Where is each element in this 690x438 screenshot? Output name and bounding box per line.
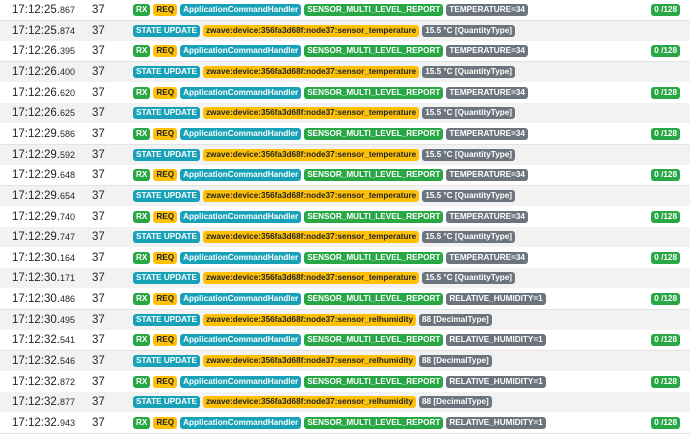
node-id: 37 [92,417,105,429]
timestamp [12,272,75,284]
type-badge: REQ [153,334,177,346]
timestamp-milliseconds: 400 [59,66,75,77]
node-id: 37 [92,375,105,388]
timestamp [12,396,75,408]
direction-badge: RX [133,45,150,57]
direction-badge: RX [133,417,150,429]
report-badge: SENSOR_MULTI_LEVEL_REPORT [304,169,443,181]
table-row[interactable] [0,41,690,62]
timestamp-seconds: 17:12:29. [12,169,60,182]
handler-badge: ApplicationCommandHandler [180,87,301,99]
timestamp-milliseconds: 620 [59,87,75,98]
timestamp-milliseconds: 867 [59,5,75,15]
device-channel-badge: zwave:device:356fa3d68f:node37:sensor_temperature [203,190,419,202]
timestamp [12,128,75,140]
count-badge: 0 /128 [651,334,680,346]
type-badge: REQ [153,417,177,429]
timestamp-milliseconds: 654 [59,190,75,201]
node-id: 37 [92,86,105,99]
node-id: 37 [92,210,105,223]
value-badge: 15.5 °C [QuantityType] [422,231,515,243]
node-id: 37 [92,272,105,285]
table-row[interactable] [0,186,690,206]
count-badge: 0 /128 [651,417,680,429]
handler-badge: ApplicationCommandHandler [180,128,301,140]
type-badge: REQ [153,45,177,57]
timestamp-milliseconds: 877 [59,397,75,408]
type-badge: REQ [153,87,177,99]
message-badges [133,190,515,202]
message-badges [133,396,492,408]
timestamp-seconds: 17:12:26. [12,107,60,120]
timestamp [12,252,75,264]
report-badge: SENSOR_MULTI_LEVEL_REPORT [304,252,443,264]
message-badges [133,334,546,346]
timestamp [12,4,75,16]
timestamp-seconds: 17:12:25. [12,4,60,16]
count-badge: 0 /128 [651,169,680,181]
timestamp-milliseconds: 164 [59,252,75,263]
timestamp [12,149,75,161]
direction-badge: RX [133,334,150,346]
timestamp-seconds: 17:12:26. [12,45,60,58]
value-badge: 15.5 °C [QuantityType] [422,149,515,161]
direction-badge: RX [133,169,150,181]
timestamp-seconds: 17:12:26. [12,65,60,78]
timestamp [12,25,75,37]
timestamp-milliseconds: 546 [59,356,75,367]
message-badges [133,128,528,140]
type-badge: REQ [153,376,177,388]
timestamp [12,355,75,367]
value-badge: RELATIVE_HUMIDITY=1 [446,376,545,388]
table-row[interactable] [0,62,690,82]
timestamp-milliseconds: 495 [59,314,75,325]
node-id: 37 [92,313,105,326]
timestamp-milliseconds: 943 [59,418,75,428]
timestamp [12,107,75,119]
timestamp [12,87,75,99]
value-badge: TEMPERATURE=34 [446,128,528,140]
timestamp [12,417,75,429]
node-id: 37 [92,396,105,409]
state-update-badge: STATE UPDATE [133,149,200,161]
report-badge: SENSOR_MULTI_LEVEL_REPORT [304,376,443,388]
node-id: 37 [92,169,105,182]
timestamp [12,314,75,326]
timestamp-seconds: 17:12:29. [12,210,60,223]
value-badge: RELATIVE_HUMIDITY=1 [446,417,545,429]
value-badge: TEMPERATURE=34 [446,45,528,57]
timestamp-seconds: 17:12:30. [12,272,60,285]
message-badges [133,149,515,161]
direction-badge: RX [133,87,150,99]
value-badge: TEMPERATURE=34 [446,87,528,99]
timestamp [12,334,75,346]
report-badge: SENSOR_MULTI_LEVEL_REPORT [304,293,443,305]
timestamp-milliseconds: 874 [59,25,75,36]
timestamp-seconds: 17:12:32. [12,417,60,429]
report-badge: SENSOR_MULTI_LEVEL_REPORT [304,128,443,140]
count-badge: 0 /128 [651,211,680,223]
handler-badge: ApplicationCommandHandler [180,4,301,16]
state-update-badge: STATE UPDATE [133,25,200,37]
report-badge: SENSOR_MULTI_LEVEL_REPORT [304,417,443,429]
node-id: 37 [92,355,105,368]
state-update-badge: STATE UPDATE [133,355,200,367]
timestamp [12,169,75,181]
message-badges [133,376,546,388]
timestamp [12,45,75,57]
table-row[interactable] [0,289,690,310]
table-row[interactable] [0,207,690,228]
handler-badge: ApplicationCommandHandler [180,376,301,388]
message-badges [133,169,528,181]
value-badge: 88 [DecimalType] [419,396,492,408]
report-badge: SENSOR_MULTI_LEVEL_REPORT [304,334,443,346]
direction-badge: RX [133,252,150,264]
value-badge: RELATIVE_HUMIDITY=1 [446,293,545,305]
timestamp-milliseconds: 486 [59,294,75,305]
handler-badge: ApplicationCommandHandler [180,293,301,305]
timestamp-seconds: 17:12:25. [12,24,60,37]
device-channel-badge: zwave:device:356fa3d68f:node37:sensor_temperature [203,272,419,284]
table-row[interactable] [0,351,690,371]
device-channel-badge: zwave:device:356fa3d68f:node37:sensor_temperature [203,25,419,37]
value-badge: 88 [DecimalType] [419,314,492,326]
state-update-badge: STATE UPDATE [133,190,200,202]
timestamp-seconds: 17:12:32. [12,375,60,388]
table-row[interactable] [0,372,690,393]
state-update-badge: STATE UPDATE [133,66,200,78]
report-badge: SENSOR_MULTI_LEVEL_REPORT [304,4,443,16]
timestamp [12,66,75,78]
message-badges [133,252,528,264]
count-badge: 0 /128 [651,376,680,388]
message-badges [133,66,515,78]
device-channel-badge: zwave:device:356fa3d68f:node37:sensor_relhumidity [203,314,416,326]
value-badge: 88 [DecimalType] [419,355,492,367]
count-badge: 0 /128 [651,45,680,57]
node-id: 37 [92,45,105,58]
type-badge: REQ [153,128,177,140]
message-badges [133,25,515,37]
value-badge: TEMPERATURE=34 [446,169,528,181]
node-id: 37 [92,4,105,16]
value-badge: 15.5 °C [QuantityType] [422,25,515,37]
table-row[interactable] [0,310,690,330]
timestamp [12,376,75,388]
device-channel-badge: zwave:device:356fa3d68f:node37:sensor_temperature [203,149,419,161]
timestamp-milliseconds: 747 [59,232,75,243]
timestamp-milliseconds: 395 [59,46,75,57]
handler-badge: ApplicationCommandHandler [180,211,301,223]
node-id: 37 [92,127,105,140]
table-row[interactable] [0,0,690,21]
handler-badge: ApplicationCommandHandler [180,334,301,346]
direction-badge: RX [133,293,150,305]
timestamp-milliseconds: 648 [59,170,75,181]
timestamp-seconds: 17:12:30. [12,293,60,306]
value-badge: TEMPERATURE=34 [446,211,528,223]
state-update-badge: STATE UPDATE [133,272,200,284]
direction-badge: RX [133,4,150,16]
table-row[interactable] [0,248,690,269]
value-badge: 15.5 °C [QuantityType] [422,107,515,119]
handler-badge: ApplicationCommandHandler [180,252,301,264]
table-row[interactable] [0,103,690,123]
node-id: 37 [92,107,105,120]
type-badge: REQ [153,211,177,223]
timestamp-milliseconds: 586 [59,128,75,139]
table-row[interactable] [0,124,690,145]
type-badge: REQ [153,4,177,16]
report-badge: SENSOR_MULTI_LEVEL_REPORT [304,211,443,223]
direction-badge: RX [133,211,150,223]
handler-badge: ApplicationCommandHandler [180,169,301,181]
timestamp-milliseconds: 592 [59,149,75,160]
table-row[interactable] [0,145,690,165]
report-badge: SENSOR_MULTI_LEVEL_REPORT [304,45,443,57]
table-row[interactable] [0,21,690,41]
message-badges [133,355,492,367]
table-row[interactable] [0,165,690,186]
message-badges [133,87,528,99]
timestamp-seconds: 17:12:26. [12,86,60,99]
table-row[interactable] [0,268,690,288]
message-badges [133,231,515,243]
timestamp-seconds: 17:12:32. [12,396,60,409]
message-badges [133,417,546,429]
value-badge: TEMPERATURE=34 [446,252,528,264]
message-badges [133,4,528,16]
value-badge: 15.5 °C [QuantityType] [422,272,515,284]
value-badge: 15.5 °C [QuantityType] [422,190,515,202]
timestamp-seconds: 17:12:30. [12,251,60,264]
state-update-badge: STATE UPDATE [133,107,200,119]
timestamp [12,211,75,223]
timestamp-seconds: 17:12:29. [12,148,60,161]
node-id: 37 [92,251,105,264]
device-channel-badge: zwave:device:356fa3d68f:node37:sensor_relhumidity [203,355,416,367]
device-channel-badge: zwave:device:356fa3d68f:node37:sensor_temperature [203,231,419,243]
handler-badge: ApplicationCommandHandler [180,417,301,429]
count-badge: 0 /128 [651,128,680,140]
direction-badge: RX [133,128,150,140]
count-badge: 0 /128 [651,252,680,264]
message-badges [133,293,546,305]
table-row[interactable] [0,83,690,104]
node-id: 37 [92,148,105,161]
timestamp-seconds: 17:12:30. [12,313,60,326]
message-badges [133,45,528,57]
timestamp-seconds: 17:12:29. [12,127,60,140]
timestamp-milliseconds: 625 [59,108,75,119]
value-badge: RELATIVE_HUMIDITY=1 [446,334,545,346]
handler-badge: ApplicationCommandHandler [180,45,301,57]
type-badge: REQ [153,252,177,264]
timestamp-milliseconds: 872 [59,376,75,387]
timestamp-seconds: 17:12:29. [12,189,60,202]
timestamp [12,293,75,305]
node-id: 37 [92,24,105,37]
timestamp-seconds: 17:12:32. [12,355,60,368]
table-row[interactable] [0,413,690,434]
count-badge: 0 /128 [651,293,680,305]
timestamp-milliseconds: 740 [59,211,75,222]
report-badge: SENSOR_MULTI_LEVEL_REPORT [304,87,443,99]
state-update-badge: STATE UPDATE [133,231,200,243]
node-id: 37 [92,189,105,202]
count-badge: 0 /128 [651,4,680,16]
type-badge: REQ [153,169,177,181]
message-badges [133,272,515,284]
value-badge: TEMPERATURE=34 [446,4,528,16]
message-badges [133,107,515,119]
message-badges [133,314,492,326]
timestamp-milliseconds: 541 [59,335,75,346]
value-badge: 15.5 °C [QuantityType] [422,66,515,78]
message-badges [133,211,528,223]
table-row[interactable] [0,392,690,412]
state-update-badge: STATE UPDATE [133,314,200,326]
count-badge: 0 /128 [651,87,680,99]
timestamp [12,231,75,243]
timestamp-seconds: 17:12:32. [12,334,60,347]
table-row[interactable] [0,330,690,351]
device-channel-badge: zwave:device:356fa3d68f:node37:sensor_relhumidity [203,396,416,408]
type-badge: REQ [153,293,177,305]
direction-badge: RX [133,376,150,388]
timestamp-milliseconds: 171 [59,273,75,284]
state-update-badge: STATE UPDATE [133,396,200,408]
device-channel-badge: zwave:device:356fa3d68f:node37:sensor_temperature [203,66,419,78]
table-row[interactable] [0,227,690,247]
node-id: 37 [92,65,105,78]
timestamp [12,190,75,202]
node-id: 37 [92,334,105,347]
node-id: 37 [92,231,105,244]
node-id: 37 [92,293,105,306]
device-channel-badge: zwave:device:356fa3d68f:node37:sensor_temperature [203,107,419,119]
timestamp-seconds: 17:12:29. [12,231,60,244]
